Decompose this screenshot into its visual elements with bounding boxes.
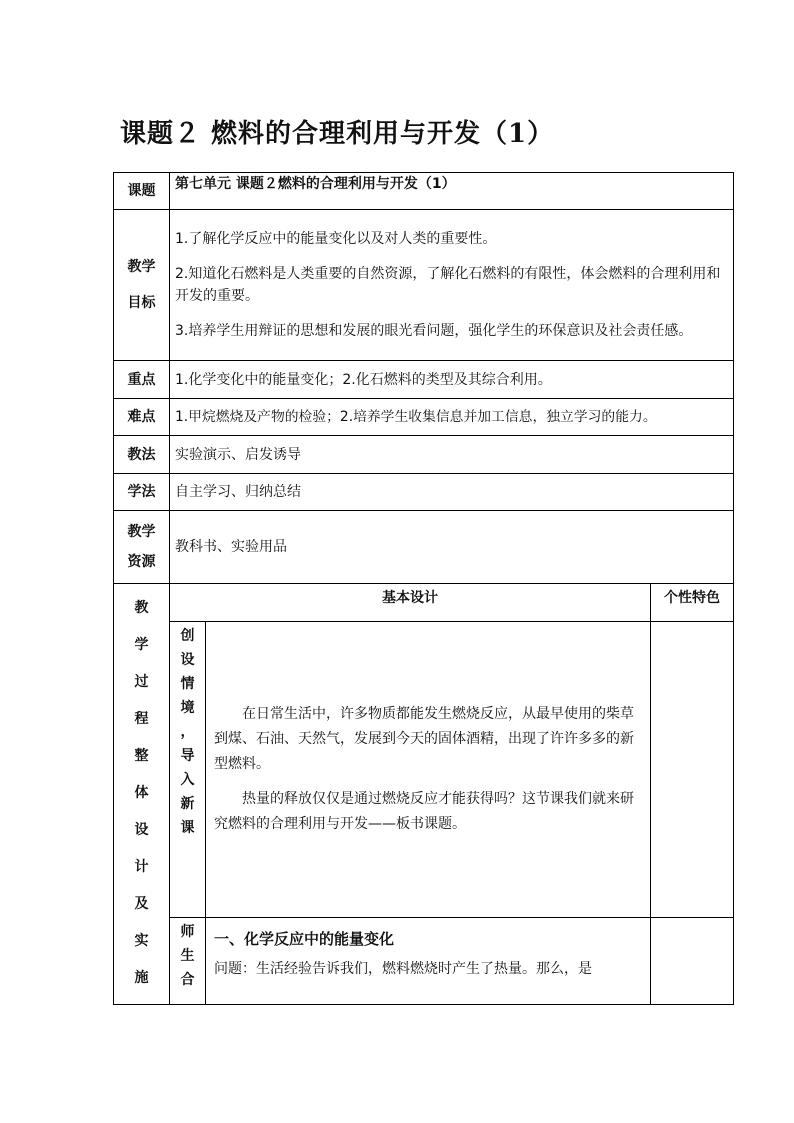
topic-label: 课题 <box>114 173 170 210</box>
section-intro-label <box>170 622 206 918</box>
difficulties-value: 1.甲烷燃烧及产物的检验；2.培养学生收集信息并加工信息，独立学习的能力。 <box>170 399 734 436</box>
energy-heading: 一、化学反应中的能量变化 <box>214 930 395 948</box>
basic-design-header: 基本设计 <box>170 584 651 622</box>
row-key-points <box>114 361 734 399</box>
objective-item-1: 1.了解化学反应中的能量变化以及对人类的重要性。 <box>175 231 497 247</box>
personal-feature-header: 个性特色 <box>651 584 734 622</box>
objective-item-2: 2.知道化石燃料是人类重要的自然资源，了解化石燃料的有限性，体会燃料的合理利用和开发的重要。 <box>175 266 721 304</box>
key-points-value: 1.化学变化中的能量变化；2.化石燃料的类型及其综合利用。 <box>170 361 734 399</box>
resources-label <box>114 511 170 584</box>
row-teaching-method <box>114 436 734 474</box>
intro-paragraph-2: 热量的释放仅仅是通过燃烧反应才能获得吗？这节课我们就来研究燃料的合理利用与开发——板书课题。 <box>214 791 634 832</box>
objective-item-3: 3.培养学生用辩证的思想和发展的眼光看问题，强化学生的环保意识及社会责任感。 <box>175 323 693 339</box>
row-objectives <box>114 210 734 361</box>
key-points-label: 重点 <box>114 361 170 399</box>
row-difficulties <box>114 399 734 436</box>
objectives-label-line2: 目标 <box>127 295 156 311</box>
section-energy-personal <box>651 918 734 1005</box>
section-energy-label-text: 师 生 合 <box>180 924 195 988</box>
resources-label-line1: 教学 <box>127 524 156 540</box>
section-intro-personal <box>651 622 734 918</box>
objectives-label-line1: 教学 <box>127 259 156 275</box>
row-learning-method <box>114 474 734 511</box>
process-side-label-text: 教 学 过 程 整 体 设 计 及 实 施 <box>134 600 149 986</box>
resources-label-line2: 资源 <box>127 554 156 570</box>
row-section-intro <box>114 622 734 918</box>
objectives-list <box>170 210 734 361</box>
row-resources <box>114 511 734 584</box>
intro-paragraph-1: 在日常生活中，许多物质都能发生燃烧反应，从最早使用的柴草到煤、石油、天然气，发展到今天的固体酒精，出现了许许多多的新型燃料。 <box>214 706 634 772</box>
teaching-method-value: 实验演示、启发诱导 <box>170 436 734 474</box>
resources-value: 教科书、实验用品 <box>170 511 734 584</box>
teaching-method-label: 教法 <box>114 436 170 474</box>
difficulties-label: 难点 <box>114 399 170 436</box>
row-topic <box>114 173 734 210</box>
lesson-plan-table <box>113 172 734 1005</box>
process-side-label <box>114 584 170 1005</box>
section-intro-label-text: 创 设 情 境 ， 导 入 新 课 <box>180 628 195 836</box>
section-intro-content <box>206 622 651 918</box>
energy-question: 问题：生活经验告诉我们，燃料燃烧时产生了热量。那么，是 <box>214 961 592 977</box>
page-title: 课题２ 燃料的合理利用与开发（1） <box>120 119 555 149</box>
row-process-header <box>114 584 734 622</box>
learning-method-label: 学法 <box>114 474 170 511</box>
row-section-energy <box>114 918 734 1005</box>
section-energy-content <box>206 918 651 1005</box>
topic-value: 第七单元 课题２燃料的合理利用与开发（1） <box>170 173 734 210</box>
section-energy-label <box>170 918 206 1005</box>
objectives-label <box>114 210 170 361</box>
learning-method-value: 自主学习、归纳总结 <box>170 474 734 511</box>
